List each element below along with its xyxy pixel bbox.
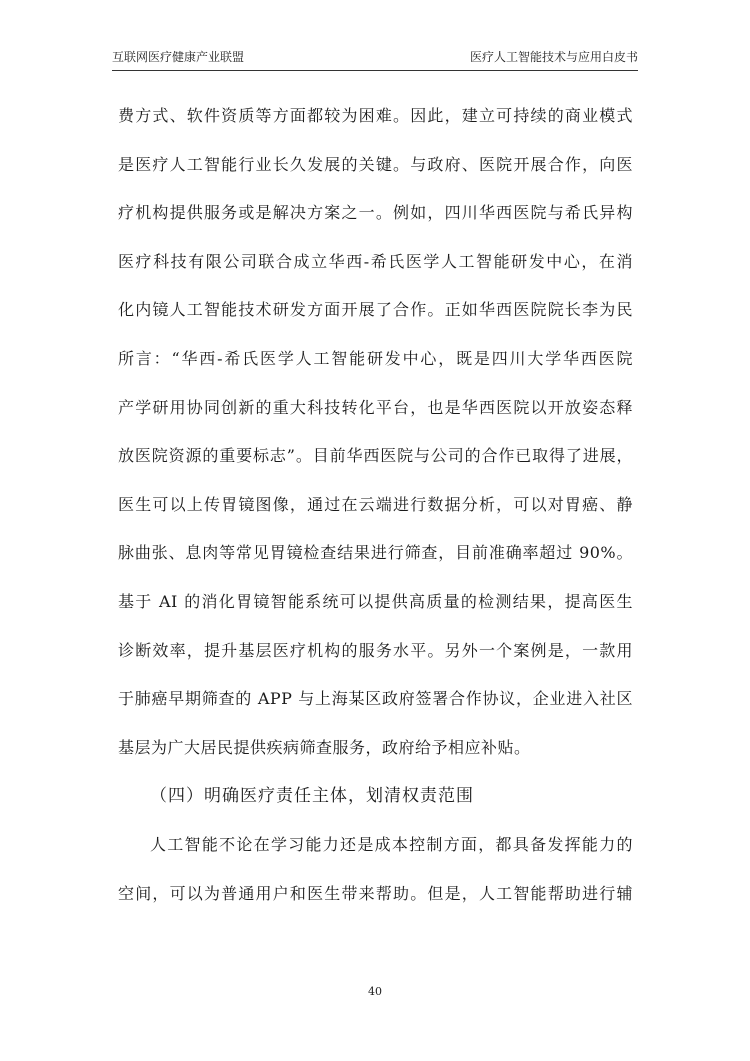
page-header	[112, 48, 638, 70]
section-heading: （四）明确医疗责任主体，划清权责范围	[150, 786, 474, 807]
paragraph-line: 空间，可以为普通用户和医生带来帮助。但是，人工智能帮助进行辅	[118, 883, 633, 903]
paragraph-line: 基于 AI 的消化胃镜智能系统可以提供高质量的检测结果，提高医生	[118, 591, 633, 611]
paragraph-line: 诊断效率，提升基层医疗机构的服务水平。另外一个案例是，一款用	[118, 640, 633, 660]
paragraph-line: 于肺癌早期筛查的 APP 与上海某区政府签署合作协议，企业进入社区	[118, 689, 633, 709]
header-organization: 互联网医疗健康产业联盟	[112, 50, 245, 64]
paragraph-line: 是医疗人工智能行业长久发展的关键。与政府、医院开展合作，向医	[118, 154, 633, 174]
header-document-title: 医疗人工智能技术与应用白皮书	[469, 50, 638, 64]
paragraph-line: 放医院资源的重要标志”。目前华西医院与公司的合作已取得了进展，	[118, 446, 633, 466]
paragraph-line: 产学研用协同创新的重大科技转化平台，也是华西医院以开放姿态释	[118, 397, 633, 417]
paragraph-line: 脉曲张、息肉等常见胃镜检查结果进行筛查，目前准确率超过 90%。	[118, 543, 633, 563]
paragraph-line: 医疗科技有限公司联合成立华西-希氏医学人工智能研发中心，在消	[118, 251, 633, 271]
header-divider	[112, 70, 638, 71]
paragraph-line: 医生可以上传胃镜图像，通过在云端进行数据分析，可以对胃癌、静	[118, 494, 633, 514]
document-body	[118, 97, 633, 923]
paragraph-line: 基层为广大居民提供疾病筛查服务，政府给予相应补贴。	[118, 737, 531, 757]
page-number: 40	[368, 985, 382, 998]
paragraph-line: 化内镜人工智能技术研发方面开展了合作。正如华西医院院长李为民	[118, 300, 633, 320]
paragraph-line: 疗机构提供服务或是解决方案之一。例如，四川华西医院与希氏异构	[118, 203, 633, 223]
paragraph-line: 所言：“华西-希氏医学人工智能研发中心，既是四川大学华西医院	[118, 348, 633, 368]
paragraph-line: 费方式、软件资质等方面都较为困难。因此，建立可持续的商业模式	[118, 106, 633, 125]
paragraph-line: 人工智能不论在学习能力还是成本控制方面，都具备发挥能力的	[150, 834, 633, 854]
